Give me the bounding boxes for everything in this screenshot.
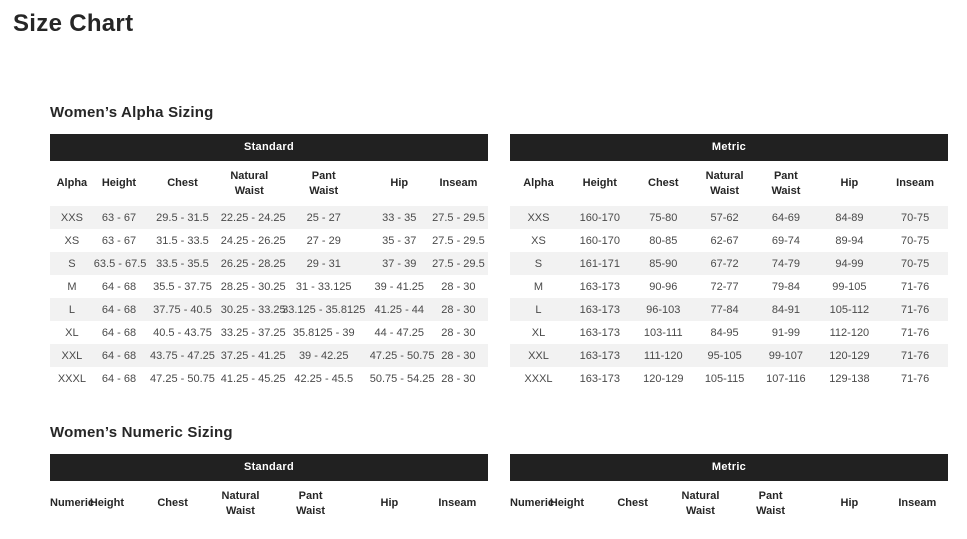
size-grid [50, 161, 488, 390]
table-row [50, 206, 488, 229]
section-title: Women’s Numeric Sizing [50, 424, 233, 441]
column-header [50, 161, 94, 206]
table-cell: 111-120 [643, 349, 683, 362]
table-cell: 27.5 - 29.5 [432, 211, 485, 224]
table-cell: 84-95 [710, 326, 739, 339]
table-row [50, 298, 488, 321]
table-cell: 25 - 27 [306, 211, 341, 224]
table-cell: 41.25 - 45.25 [220, 372, 286, 385]
table-cell: 69-74 [771, 234, 800, 247]
column-header [133, 481, 212, 526]
column-header-label: Pant Waist [296, 490, 326, 517]
column-header [729, 481, 812, 526]
table-cell: 26.25 - 28.25 [220, 257, 286, 270]
column-headers [510, 161, 948, 206]
table-cell: 33 - 35 [382, 211, 417, 224]
table-cell: 89-94 [835, 234, 864, 247]
table-standard [50, 134, 488, 390]
column-header [755, 161, 816, 206]
table-cell: 63 - 67 [101, 211, 137, 224]
column-header-row [50, 161, 488, 206]
table-cell: XXS [527, 211, 550, 224]
table-cell: 103-111 [643, 326, 683, 339]
table-cell: 77-84 [710, 303, 739, 316]
table-cell: 129-138 [829, 372, 870, 385]
table-cell: 64 - 68 [101, 280, 137, 293]
column-header-label: Pant Waist [771, 170, 801, 197]
table-cell: 31 - 33.125 [295, 280, 352, 293]
table-cell: 120-129 [643, 372, 684, 385]
column-header [567, 161, 633, 206]
column-header-label: Numeric [510, 497, 555, 510]
column-header [429, 161, 488, 206]
table-cell: 105-112 [829, 303, 870, 316]
table-cell: 37 - 39 [382, 257, 417, 270]
table-cell: 43.75 - 47.25 [150, 349, 215, 362]
table-cell: 28 - 30 [441, 349, 476, 362]
column-header [887, 481, 948, 526]
table-cell: 94-99 [835, 257, 864, 270]
sections-container [13, 104, 967, 526]
table-row [510, 298, 948, 321]
column-header [221, 161, 278, 206]
unit-header-bar: Standard [50, 134, 488, 161]
table-cell: 47.25 - 50.75 [150, 372, 215, 385]
table-cell: 35 - 37 [382, 234, 417, 247]
table-cell: 84-91 [771, 303, 800, 316]
table-cell: 64 - 68 [101, 303, 137, 316]
column-header-label: Natural Waist [221, 490, 260, 517]
table-cell: 28 - 30 [441, 326, 476, 339]
table-cell: 67-72 [710, 257, 739, 270]
table-cell: 44 - 47.25 [374, 326, 425, 339]
column-header [510, 161, 567, 206]
column-header [672, 481, 729, 526]
table-cell: 28 - 30 [441, 280, 476, 293]
table-cell: 107-116 [766, 372, 806, 385]
column-header-label: Inseam [898, 497, 937, 510]
column-header-label: Hip [390, 177, 409, 190]
column-header [882, 161, 948, 206]
table-cell: 71-76 [901, 349, 930, 362]
table-cell: 70-75 [901, 234, 930, 247]
table-metric [510, 134, 948, 390]
table-metric [510, 454, 948, 526]
table-cell: 29 - 31 [306, 257, 341, 270]
column-header-label: Inseam [438, 497, 477, 510]
column-header-label: Hip [380, 497, 399, 510]
section-women-s-alpha-sizing [50, 104, 948, 390]
table-cell: L [68, 303, 75, 316]
table-cell: 70-75 [901, 211, 930, 224]
column-header-label: Height [89, 497, 125, 510]
section-women-s-numeric-sizing [50, 424, 948, 526]
column-header [269, 481, 352, 526]
table-cell: 63.5 - 67.5 [93, 257, 147, 270]
table-cell: 90-96 [649, 280, 678, 293]
table-cell: 29.5 - 31.5 [156, 211, 209, 224]
table-cell: 41.25 - 44 [374, 303, 425, 316]
table-cell: 71-76 [901, 303, 930, 316]
table-cell: 71-76 [901, 326, 930, 339]
table-cell: 37.25 - 41.25 [220, 349, 286, 362]
table-cell: 85-90 [649, 257, 678, 270]
column-header [352, 481, 426, 526]
table-cell: 75-80 [649, 211, 678, 224]
table-cell: 33.25 - 37.25 [220, 326, 286, 339]
table-cell: XXL [61, 349, 83, 362]
table-cell: 35.8125 - 39 [292, 326, 355, 339]
table-cell: 35.5 - 37.75 [153, 280, 212, 293]
column-header-label: Chest [617, 497, 648, 510]
table-cell: 31.5 - 33.5 [156, 234, 209, 247]
size-grid [510, 481, 948, 526]
table-row [50, 367, 488, 390]
column-header-label: Chest [157, 497, 188, 510]
table-row [510, 344, 948, 367]
column-header-row [510, 161, 948, 206]
unit-header-bar: Metric [510, 454, 948, 481]
size-grid [50, 481, 488, 526]
table-cell: 62-67 [710, 234, 739, 247]
table-row [50, 252, 488, 275]
table-cell: 163-173 [579, 326, 620, 339]
table-cell: 39 - 41.25 [374, 280, 425, 293]
column-header [694, 161, 755, 206]
unit-header-bar: Metric [510, 134, 948, 161]
column-header-label: Height [101, 177, 137, 190]
table-standard [50, 454, 488, 526]
section-title: Women’s Alpha Sizing [50, 104, 214, 121]
column-header-label: Chest [648, 177, 679, 190]
table-cell: 22.25 - 24.25 [220, 211, 286, 224]
table-cell: XXXL [524, 372, 553, 385]
table-cell: XXS [60, 211, 83, 224]
column-header [633, 161, 694, 206]
column-header [510, 481, 555, 526]
table-cell: 160-170 [579, 211, 620, 224]
column-header [370, 161, 429, 206]
table-cell: M [533, 280, 544, 293]
table-cell: 50.75 - 54.25 [369, 372, 435, 385]
column-header-row [50, 481, 488, 526]
table-body [510, 206, 948, 390]
table-cell: 112-120 [829, 326, 870, 339]
table-body [50, 206, 488, 390]
column-headers [50, 481, 488, 526]
column-header [427, 481, 488, 526]
table-cell: S [534, 257, 543, 270]
table-cell: 64 - 68 [101, 349, 137, 362]
column-header-row [510, 481, 948, 526]
table-cell: 24.25 - 26.25 [220, 234, 286, 247]
table-row [510, 275, 948, 298]
table-row [510, 321, 948, 344]
table-cell: 160-170 [579, 234, 620, 247]
column-header-label: Inseam [896, 177, 935, 190]
column-header-label: Inseam [439, 177, 478, 190]
size-grid [510, 161, 948, 390]
column-header-label: Numeric [50, 497, 95, 510]
table-cell: 105-115 [704, 372, 745, 385]
table-cell: XXXL [57, 372, 86, 385]
table-cell: 64 - 68 [101, 326, 137, 339]
table-cell: 47.25 - 50.75 [369, 349, 435, 362]
column-header-label: Natural Waist [230, 170, 269, 197]
table-cell: S [68, 257, 76, 270]
column-header-label: Hip [840, 177, 859, 190]
table-row [510, 367, 948, 390]
table-row [510, 229, 948, 252]
table-cell: XL [65, 326, 79, 339]
column-header-label: Hip [840, 497, 859, 510]
table-cell: 42.25 - 45.5 [294, 372, 354, 385]
column-header [278, 161, 370, 206]
column-header-label: Alpha [56, 177, 88, 190]
table-cell: 99-107 [768, 349, 804, 362]
table-cell: L [535, 303, 542, 316]
table-row [50, 229, 488, 252]
page-title: Size Chart [13, 10, 134, 37]
column-header-label: Natural Waist [681, 490, 720, 517]
table-cell: 30.25 - 33.25 [220, 303, 286, 316]
column-header-label: Height [582, 177, 617, 190]
table-cell: 27.5 - 29.5 [432, 234, 485, 247]
column-headers [50, 161, 488, 206]
table-cell: 28.25 - 30.25 [220, 280, 286, 293]
table-row [510, 252, 948, 275]
table-cell: XXL [528, 349, 549, 362]
column-header-label: Alpha [523, 177, 554, 190]
table-cell: 57-62 [710, 211, 739, 224]
table-cell: 27 - 29 [306, 234, 341, 247]
table-cell: 33.5 - 35.5 [156, 257, 209, 270]
table-cell: 95-105 [707, 349, 742, 362]
table-cell: M [67, 280, 77, 293]
table-cell: 37.75 - 40.5 [153, 303, 212, 316]
table-row [50, 344, 488, 367]
table-cell: XS [531, 234, 546, 247]
table-cell: 70-75 [901, 257, 930, 270]
table-cell: XS [64, 234, 80, 247]
table-cell: 163-173 [579, 303, 620, 316]
column-header [144, 161, 221, 206]
table-cell: 39 - 42.25 [298, 349, 349, 362]
table-cell: 91-99 [771, 326, 800, 339]
tables-row [50, 134, 948, 390]
column-header-label: Height [549, 497, 585, 510]
table-cell: 72-77 [710, 280, 739, 293]
table-cell: 74-79 [771, 257, 800, 270]
column-header [593, 481, 672, 526]
table-row [510, 206, 948, 229]
column-header-label: Natural Waist [705, 170, 744, 197]
tables-row [50, 454, 948, 526]
column-header [812, 481, 886, 526]
table-cell: 99-105 [832, 280, 867, 293]
table-cell: 84-89 [835, 211, 864, 224]
column-header-label: Chest [167, 177, 198, 190]
table-cell: 63 - 67 [101, 234, 137, 247]
table-cell: 79-84 [771, 280, 800, 293]
table-row [50, 275, 488, 298]
table-cell: 64-69 [771, 211, 800, 224]
column-header [212, 481, 269, 526]
table-cell: 163-173 [579, 349, 620, 362]
table-cell: 27.5 - 29.5 [432, 257, 485, 270]
table-cell: 71-76 [901, 372, 930, 385]
table-cell: 163-173 [579, 280, 620, 293]
unit-header-bar: Standard [50, 454, 488, 481]
column-header-label: Pant Waist [756, 490, 786, 517]
table-cell: 161-171 [579, 257, 620, 270]
table-cell: 33.125 - 35.8125 [282, 303, 366, 316]
table-cell: XL [531, 326, 546, 339]
table-cell: 96-103 [646, 303, 681, 316]
column-header [94, 161, 144, 206]
table-cell: 120-129 [829, 349, 870, 362]
column-header [50, 481, 95, 526]
table-cell: 80-85 [649, 234, 678, 247]
column-header-label: Pant Waist [309, 170, 339, 197]
table-cell: 40.5 - 43.75 [153, 326, 212, 339]
table-cell: 163-173 [579, 372, 620, 385]
table-cell: 28 - 30 [441, 303, 476, 316]
column-header [817, 161, 883, 206]
table-cell: 28 - 30 [441, 372, 476, 385]
column-headers [510, 481, 948, 526]
table-cell: 71-76 [901, 280, 930, 293]
table-row [50, 321, 488, 344]
table-cell: 64 - 68 [101, 372, 137, 385]
